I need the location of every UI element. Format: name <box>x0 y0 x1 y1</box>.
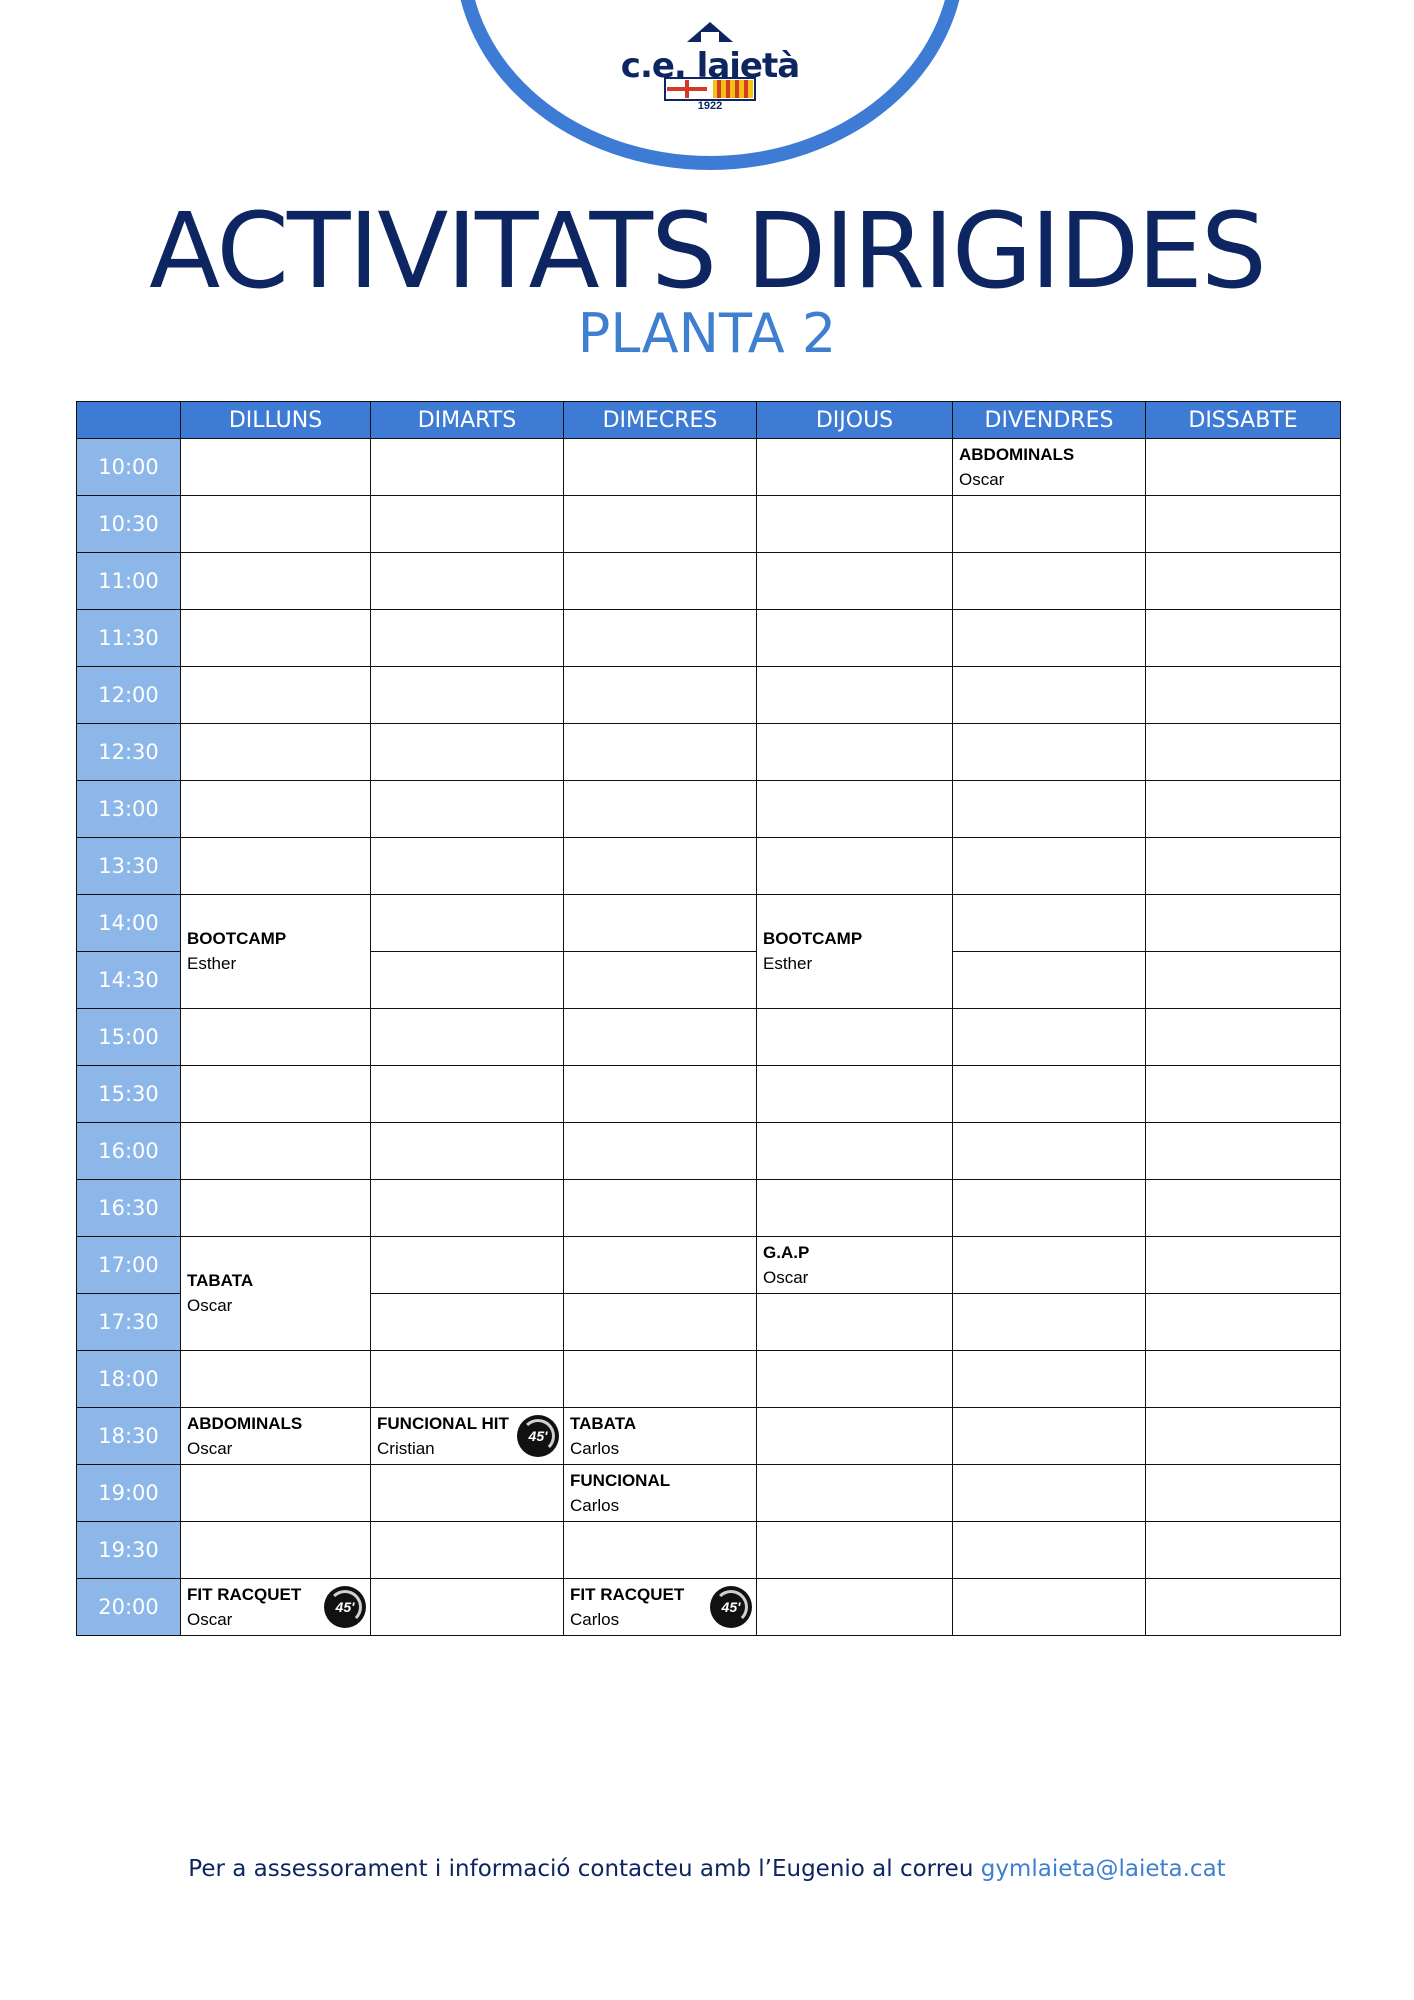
empty-cell <box>181 1351 371 1408</box>
empty-cell <box>953 895 1146 952</box>
time-slot-label: 19:30 <box>77 1522 181 1579</box>
time-slot-label: 14:30 <box>77 952 181 1009</box>
empty-cell <box>953 1009 1146 1066</box>
empty-cell <box>564 1351 757 1408</box>
schedule-row <box>77 667 1341 724</box>
activity-name: FUNCIONAL HIT <box>377 1413 509 1433</box>
empty-cell <box>371 1351 564 1408</box>
empty-cell <box>953 952 1146 1009</box>
empty-cell <box>181 1123 371 1180</box>
empty-cell <box>564 1294 757 1351</box>
schedule-row <box>77 781 1341 838</box>
activity-cell <box>371 1408 564 1465</box>
empty-cell <box>953 667 1146 724</box>
schedule-body <box>77 439 1341 1636</box>
empty-cell <box>757 1351 953 1408</box>
schedule-row <box>77 724 1341 781</box>
empty-cell <box>953 1351 1146 1408</box>
duration-45-icon <box>324 1586 366 1628</box>
empty-cell <box>757 496 953 553</box>
activity-cell <box>953 439 1146 496</box>
time-slot-label: 15:30 <box>77 1066 181 1123</box>
activity-name: TABATA <box>570 1413 637 1433</box>
empty-cell <box>181 496 371 553</box>
empty-cell <box>953 838 1146 895</box>
empty-cell <box>953 1066 1146 1123</box>
time-slot-label: 10:30 <box>77 496 181 553</box>
activity-instructor: Oscar <box>187 1438 233 1458</box>
schedule-row <box>77 1123 1341 1180</box>
activity-cell <box>757 1237 953 1294</box>
schedule-row <box>77 1522 1341 1579</box>
activity-cell <box>757 895 953 1009</box>
empty-cell <box>181 781 371 838</box>
empty-cell <box>1146 1465 1341 1522</box>
empty-cell <box>757 781 953 838</box>
empty-cell <box>371 439 564 496</box>
schedule-row <box>77 1237 1341 1294</box>
schedule-row <box>77 895 1341 952</box>
empty-cell <box>757 667 953 724</box>
time-slot-label: 12:00 <box>77 667 181 724</box>
time-slot-label: 15:00 <box>77 1009 181 1066</box>
empty-cell <box>1146 1522 1341 1579</box>
empty-cell <box>1146 1237 1341 1294</box>
empty-cell <box>371 1066 564 1123</box>
empty-cell <box>181 1522 371 1579</box>
time-slot-label: 18:30 <box>77 1408 181 1465</box>
empty-cell <box>564 1123 757 1180</box>
activity-name: FUNCIONAL <box>570 1470 671 1490</box>
empty-cell <box>953 610 1146 667</box>
empty-cell <box>181 724 371 781</box>
time-slot-label: 12:30 <box>77 724 181 781</box>
time-slot-label: 11:30 <box>77 610 181 667</box>
time-slot-label: 10:00 <box>77 439 181 496</box>
empty-cell <box>1146 1408 1341 1465</box>
time-slot-label: 17:30 <box>77 1294 181 1351</box>
schedule-row <box>77 838 1341 895</box>
empty-cell <box>953 1522 1146 1579</box>
empty-cell <box>371 667 564 724</box>
time-slot-label: 13:30 <box>77 838 181 895</box>
logo-year: 1922 <box>697 100 723 112</box>
day-header: DIMARTS <box>371 402 564 439</box>
empty-cell <box>1146 1579 1341 1636</box>
activity-instructor: Carlos <box>570 1495 620 1515</box>
activity-instructor: Esther <box>187 954 237 973</box>
empty-cell <box>757 1294 953 1351</box>
empty-cell <box>1146 838 1341 895</box>
empty-cell <box>564 838 757 895</box>
activity-instructor: Carlos <box>570 1438 620 1458</box>
day-header: DISSABTE <box>1146 402 1341 439</box>
schedule-row <box>77 1009 1341 1066</box>
schedule-row <box>77 496 1341 553</box>
page-title: ACTIVITATS DIRIGIDES <box>149 190 1265 312</box>
empty-cell <box>1146 1180 1341 1237</box>
empty-cell <box>371 1522 564 1579</box>
corner-header <box>77 402 181 439</box>
empty-cell <box>564 610 757 667</box>
empty-cell <box>757 1066 953 1123</box>
empty-cell <box>181 1180 371 1237</box>
footer-text: Per a assessorament i informació contacteu amb l’Eugenio al correu <box>188 1856 981 1882</box>
activity-cell <box>181 1237 371 1351</box>
time-slot-label: 19:00 <box>77 1465 181 1522</box>
empty-cell <box>953 1294 1146 1351</box>
time-slot-label: 16:30 <box>77 1180 181 1237</box>
activity-instructor: Esther <box>763 954 813 973</box>
activity-name: BOOTCAMP <box>763 929 863 948</box>
empty-cell <box>371 781 564 838</box>
day-header: DIJOUS <box>757 402 953 439</box>
empty-cell <box>757 1009 953 1066</box>
empty-cell <box>757 1579 953 1636</box>
empty-cell <box>181 1465 371 1522</box>
schedule-row <box>77 1180 1341 1237</box>
activity-instructor: Oscar <box>187 1296 233 1315</box>
empty-cell <box>371 1123 564 1180</box>
time-slot-label: 17:00 <box>77 1237 181 1294</box>
activity-name: FIT RACQUET <box>570 1584 685 1604</box>
duration-label: 45' <box>721 1599 741 1615</box>
schedule-row <box>77 1408 1341 1465</box>
schedule-table <box>76 401 1341 1636</box>
empty-cell <box>953 553 1146 610</box>
schedule-row <box>77 610 1341 667</box>
empty-cell <box>1146 667 1341 724</box>
empty-cell <box>181 610 371 667</box>
empty-cell <box>564 1009 757 1066</box>
empty-cell <box>1146 895 1341 952</box>
empty-cell <box>953 1123 1146 1180</box>
club-logo <box>615 18 805 118</box>
empty-cell <box>757 610 953 667</box>
duration-label: 45' <box>528 1428 548 1444</box>
empty-cell <box>1146 439 1341 496</box>
schedule-row <box>77 1579 1341 1636</box>
empty-cell <box>953 1180 1146 1237</box>
footer-email[interactable]: gymlaieta@laieta.cat <box>980 1856 1226 1882</box>
empty-cell <box>564 667 757 724</box>
activity-cell <box>564 1579 757 1636</box>
day-header: DIMECRES <box>564 402 757 439</box>
activity-instructor: Carlos <box>570 1609 620 1629</box>
empty-cell <box>371 1009 564 1066</box>
empty-cell <box>371 952 564 1009</box>
empty-cell <box>371 1237 564 1294</box>
empty-cell <box>371 1465 564 1522</box>
empty-cell <box>371 496 564 553</box>
empty-cell <box>757 838 953 895</box>
time-slot-label: 14:00 <box>77 895 181 952</box>
empty-cell <box>564 724 757 781</box>
activity-name: ABDOMINALS <box>959 444 1075 464</box>
empty-cell <box>757 1123 953 1180</box>
empty-cell <box>953 1579 1146 1636</box>
duration-45-icon <box>710 1586 752 1628</box>
activity-name: ABDOMINALS <box>187 1413 303 1433</box>
day-header: DIVENDRES <box>953 402 1146 439</box>
empty-cell <box>757 553 953 610</box>
schedule-row <box>77 553 1341 610</box>
time-slot-label: 13:00 <box>77 781 181 838</box>
empty-cell <box>181 838 371 895</box>
activity-name: BOOTCAMP <box>187 929 287 948</box>
empty-cell <box>371 1579 564 1636</box>
empty-cell <box>564 1237 757 1294</box>
empty-cell <box>371 610 564 667</box>
empty-cell <box>181 439 371 496</box>
empty-cell <box>564 439 757 496</box>
empty-cell <box>757 724 953 781</box>
empty-cell <box>564 1522 757 1579</box>
empty-cell <box>953 781 1146 838</box>
empty-cell <box>371 895 564 952</box>
activity-cell <box>181 895 371 1009</box>
time-slot-label: 18:00 <box>77 1351 181 1408</box>
activity-cell <box>181 1408 371 1465</box>
footer-contact <box>0 1856 1414 1882</box>
empty-cell <box>953 496 1146 553</box>
empty-cell <box>757 1408 953 1465</box>
activity-cell <box>564 1465 757 1522</box>
empty-cell <box>564 1180 757 1237</box>
empty-cell <box>757 1180 953 1237</box>
empty-cell <box>564 952 757 1009</box>
empty-cell <box>371 553 564 610</box>
empty-cell <box>564 781 757 838</box>
empty-cell <box>371 1294 564 1351</box>
page-subtitle: PLANTA 2 <box>577 302 837 365</box>
activity-instructor: Cristian <box>377 1438 435 1458</box>
empty-cell <box>1146 1066 1341 1123</box>
empty-cell <box>181 1066 371 1123</box>
day-header: DILLUNS <box>181 402 371 439</box>
schedule-row <box>77 439 1341 496</box>
empty-cell <box>181 667 371 724</box>
activity-cell <box>564 1408 757 1465</box>
empty-cell <box>1146 1294 1341 1351</box>
schedule-row <box>77 1351 1341 1408</box>
empty-cell <box>1146 952 1341 1009</box>
empty-cell <box>564 496 757 553</box>
empty-cell <box>757 1522 953 1579</box>
empty-cell <box>564 553 757 610</box>
duration-label: 45' <box>335 1599 355 1615</box>
empty-cell <box>1146 724 1341 781</box>
schedule-header-row <box>77 402 1341 439</box>
time-slot-label: 16:00 <box>77 1123 181 1180</box>
empty-cell <box>181 1009 371 1066</box>
activity-name: TABATA <box>187 1271 254 1290</box>
empty-cell <box>371 1180 564 1237</box>
empty-cell <box>1146 781 1341 838</box>
empty-cell <box>564 1066 757 1123</box>
activity-name: FIT RACQUET <box>187 1584 302 1604</box>
empty-cell <box>181 553 371 610</box>
activity-instructor: Oscar <box>763 1267 809 1287</box>
activity-instructor: Oscar <box>187 1609 233 1629</box>
duration-45-icon <box>517 1415 559 1457</box>
empty-cell <box>1146 610 1341 667</box>
empty-cell <box>757 439 953 496</box>
schedule-row <box>77 1465 1341 1522</box>
time-slot-label: 11:00 <box>77 553 181 610</box>
empty-cell <box>757 1465 953 1522</box>
schedule-row <box>77 1066 1341 1123</box>
activity-cell <box>181 1579 371 1636</box>
empty-cell <box>564 895 757 952</box>
time-slot-label: 20:00 <box>77 1579 181 1636</box>
activity-instructor: Oscar <box>959 469 1005 489</box>
empty-cell <box>371 838 564 895</box>
activity-name: G.A.P <box>763 1242 810 1262</box>
empty-cell <box>953 724 1146 781</box>
empty-cell <box>953 1465 1146 1522</box>
empty-cell <box>953 1237 1146 1294</box>
empty-cell <box>371 724 564 781</box>
logo-name: c.e. laietà <box>620 46 800 86</box>
empty-cell <box>1146 496 1341 553</box>
empty-cell <box>1146 1351 1341 1408</box>
empty-cell <box>953 1408 1146 1465</box>
empty-cell <box>1146 1123 1341 1180</box>
empty-cell <box>1146 1009 1341 1066</box>
empty-cell <box>1146 553 1341 610</box>
